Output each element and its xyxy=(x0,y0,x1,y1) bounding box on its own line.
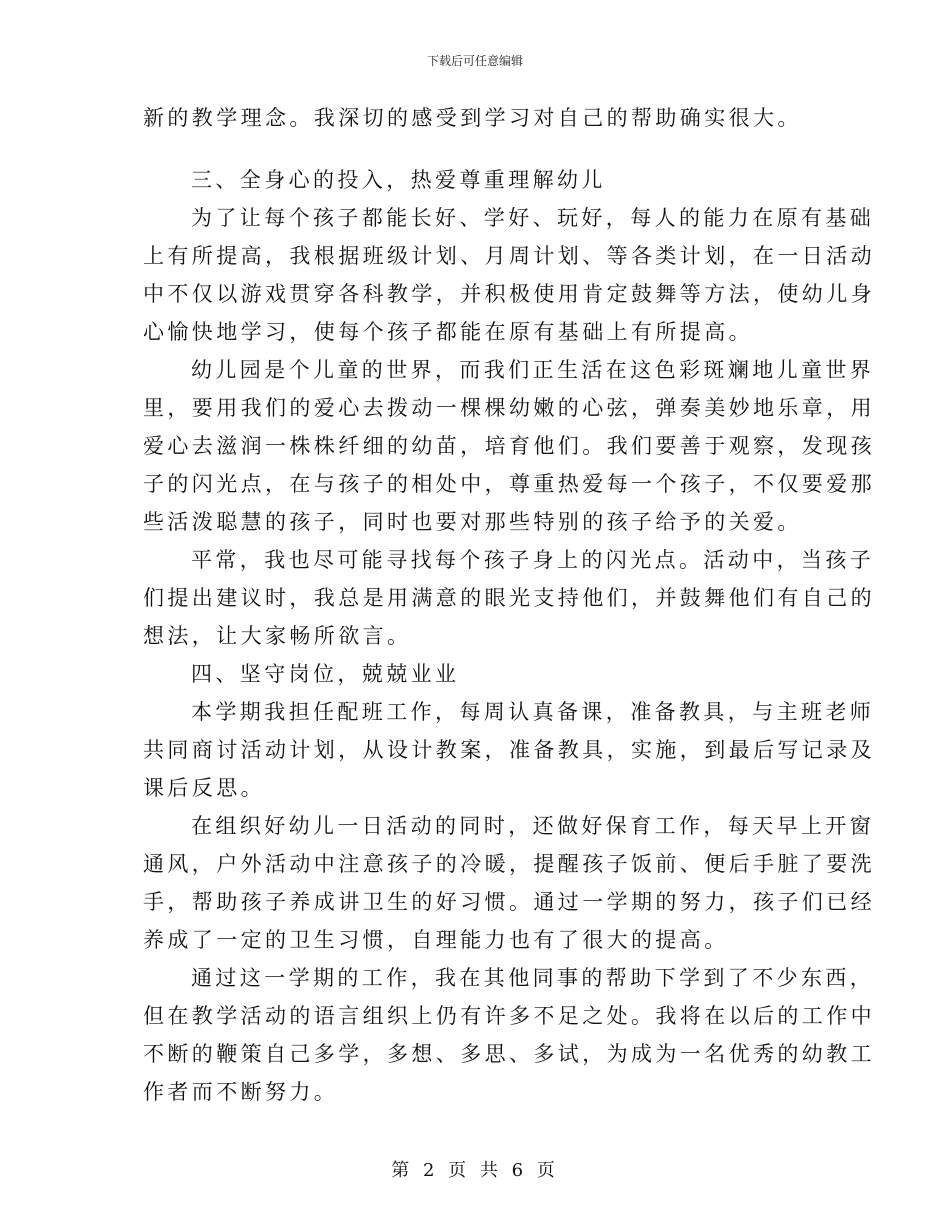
text-line: 但在教学活动的语言组织上仍有许多不足之处。我将在以后的工作中 xyxy=(143,1004,875,1028)
text-line: 里，要用我们的爱心去拨动一棵棵幼嫩的心弦，弹奏美妙地乐章，用 xyxy=(143,396,875,420)
text-line: 本学期我担任配班工作，每周认真备课，准备教具，与主班老师 xyxy=(191,700,875,724)
text-line: 想法，让大家畅所欲言。 xyxy=(143,624,412,648)
text-line: 养成了一定的卫生习惯，自理能力也有了很大的提高。 xyxy=(143,928,729,952)
text-line: 些活泼聪慧的孩子，同时也要对那些特别的孩子给予的关爱。 xyxy=(143,510,802,534)
text-line: 三、全身心的投入，热爱尊重理解幼儿 xyxy=(191,168,606,192)
paragraph-gap xyxy=(143,146,807,170)
page-header: 下载后可任意编辑 xyxy=(426,54,523,68)
text-line: 新的教学理念。我深切的感受到学习对自己的帮助确实很大。 xyxy=(143,106,802,130)
text-line: 作者而不断努力。 xyxy=(143,1080,339,1104)
text-line: 通过这一学期的工作，我在其他同事的帮助下学到了不少东西， xyxy=(191,966,875,990)
text-line: 为了让每个孩子都能长好、学好、玩好，每人的能力在原有基础 xyxy=(191,206,875,230)
text-line: 手，帮助孩子养成讲卫生的好习惯。通过一学期的努力，孩子们已经 xyxy=(143,890,875,914)
text-line: 课后反思。 xyxy=(143,776,265,800)
text-line: 子的闪光点，在与孩子的相处中，尊重热爱每一个孩子，不仅要爱那 xyxy=(143,472,875,496)
text-line: 在组织好幼儿一日活动的同时，还做好保育工作，每天早上开窗 xyxy=(191,814,875,838)
text-line: 通风，户外活动中注意孩子的冷暖，提醒孩子饭前、便后手脏了要洗 xyxy=(143,852,875,876)
text-line: 们提出建议时，我总是用满意的眼光支持他们，并鼓舞他们有自己的 xyxy=(143,586,875,610)
text-line: 不断的鞭策自己多学，多想、多思、多试，为成为一名优秀的幼教工 xyxy=(143,1042,875,1066)
text-line: 幼儿园是个儿童的世界，而我们正生活在这色彩斑斓地儿童世界 xyxy=(191,358,875,382)
document-body xyxy=(143,106,875,1120)
text-line: 共同商讨活动计划，从设计教案，准备教具，实施，到最后写记录及 xyxy=(143,738,875,762)
text-line: 平常，我也尽可能寻找每个孩子身上的闪光点。活动中，当孩子 xyxy=(191,548,875,572)
text-line: 心愉快地学习，使每个孩子都能在原有基础上有所提高。 xyxy=(143,320,753,344)
text-line: 中不仅以游戏贯穿各科教学，并积极使用肯定鼓舞等方法，使幼儿身 xyxy=(143,282,875,306)
text-line: 上有所提高，我根据班级计划、月周计划、等各类计划，在一日活动 xyxy=(143,244,875,268)
text-line: 四、坚守岗位，兢兢业业 xyxy=(191,662,460,686)
text-line: 爱心去滋润一株株纤细的幼苗，培育他们。我们要善于观察，发现孩 xyxy=(143,434,875,458)
page-footer: 第 2 页 共 6 页 xyxy=(391,1160,559,1181)
